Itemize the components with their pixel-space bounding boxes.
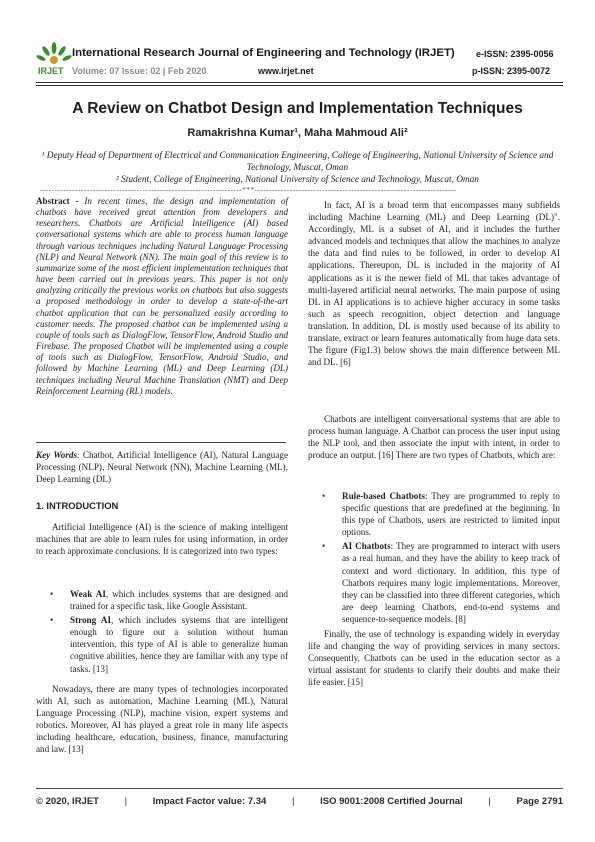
list-item-term: Strong AI: [70, 615, 112, 626]
list-item: [36, 614, 288, 674]
bullet-icon: •: [50, 615, 54, 626]
footer-impact-factor: Impact Factor value: 7.34: [152, 796, 267, 807]
bullet-icon: •: [322, 491, 326, 501]
list-item: [308, 540, 560, 625]
logo-text: IRJET: [38, 66, 64, 76]
footer-page-number: Page 2791: [516, 796, 563, 807]
journal-website: www.irjet.net: [258, 66, 314, 76]
list-item-text: : They are programmed to reply to specific questions that are predefined at the beginning. In this type of Chatbots, users are restricted to limited input options.: [342, 491, 560, 538]
abstract: [36, 196, 288, 397]
title-separator: ---------------------------------------------------------------------***---------------------------------------------------------------------: [40, 186, 457, 194]
page-footer: [36, 796, 563, 807]
abstract-text: In recent times, the design and implementation of chatbots have received great attention from developers and researchers. Chatbots are Artificial Intelligence (AI) based conversational systems which are able to process human language through various techniques including Natural Language Processing (NLP) and Neural Network (NN). The main goal of this review is to summarize some of the most efficient implementation techniques that have been carried out in previous years. This paper is not only analyzing critically the previous works on chatbots but also suggests a proposed methodology in order to develop a state-of-the-art chatbot application that can be personalized easily according to customer needs. The proposed chatbot can be implemented using a couple of tools such as DialogFlow, TensorFlow, Android Studio and Firebase. The proposed Chatbot will be implemented using a couple of tools such as DialogFlow, TensorFlow, Android Studio, and followed by Machine Learning (ML) and Deep Learning (DL) techniques including Neural Machine Translation (NMT) and Deep Reinforcement Learning (RL) models.: [36, 196, 289, 396]
list-item: [308, 490, 560, 538]
journal-volume: Volume: 07 Issue: 02 | Feb 2020: [72, 66, 207, 76]
right-paragraph-1: In fact, AI is a broad term that encompasses many subfields including Machine Learning (ML) and Deep Learning (DL)". Accordingly, ML is a subset of AI, and it includes the further advanced models and techniques that allow the machines to analyze the data and find rules to be followed, in order to develop AI applications. Thereupon, DL is included in the majority of AI applications as it is the newer field of ML that takes advantage of multi-layered artificial neural networks. The main purpose of using DL in AI applications is to achieve higher accuracy in some tasks such as speech recognition, object detection and language translation. In addition, DL is mostly used because of its ability to translate, extract or learn features automatically from huge data sets. The figure (Fig1.3) below shows the main difference between ML and DL. [6]: [308, 200, 560, 368]
chatbot-types-list: [308, 490, 560, 627]
section-heading-introduction: 1. INTRODUCTION: [36, 500, 119, 511]
right-paragraph-2: Chatbots are intelligent conversational systems that are able to process human language. A Chatbot can process the user input using the NLP tool, and then associate the input with intent, in order to produce an output. [16] There are two types of Chatbots, which are:: [308, 414, 560, 461]
list-item-text: , which includes systems that are designed and trained for a specific task, like Google Assistant.: [70, 589, 288, 612]
ai-types-list: [36, 588, 288, 677]
footer-separator: |: [124, 796, 128, 807]
list-item-text: : They are programmed to interact with users as a real human, and they have the ability to keep track of context and word dictionary. In addition, this type of Chatbots requires many logic implementations. Moreover, they can be classified into three different categories, which are deep learning Chatbots, end-to-end systems and sequence-to-sequence models. [8]: [342, 541, 560, 624]
right-paragraph-3: Finally, the use of technology is expanding widely in everyday life and changing the way of providing services in many sectors. Consequently, Chatbots can be used in the education sector as a virtual assistant for students to clarify their doubts and make their life easier. [15]: [308, 629, 560, 688]
footer-separator: |: [292, 796, 295, 807]
intro-paragraph-2: Nowadays, there are many types of technologies incorporated with AI, such as automation, Machine Learning (ML), Natural Language Processing (NLP), machine vision, expert systems and robotics. Moreover, AI has played a great role in many life aspects including healthcare, education, business, finance, manufacturing and law. [13]: [36, 684, 288, 755]
list-item-term: Weak AI: [70, 589, 106, 599]
abstract-label: Abstract -: [36, 196, 85, 206]
list-item: [36, 588, 288, 612]
journal-title: International Research Journal of Engineering and Technology (IRJET): [72, 47, 455, 59]
abstract-rule: [36, 442, 286, 443]
header-rule: [36, 82, 563, 83]
paper-authors: Ramakrishna Kumar¹, Maha Mahmoud Ali²: [187, 127, 408, 139]
paper-title: A Review on Chatbot Design and Implementation Techniques: [72, 100, 523, 117]
journal-logo: [34, 40, 74, 82]
bullet-icon: •: [50, 589, 54, 599]
keywords-label: Key Words: [36, 450, 78, 460]
intro-paragraph-1: Artificial Intelligence (AI) is the science of making intelligent machines that are able to learn rules for using information, in order to reach approximate conclusions. It is categorized into two types:: [36, 522, 288, 557]
list-item-term: AI Chatbots: [342, 541, 391, 552]
bullet-icon: •: [322, 541, 326, 552]
affiliation-1: ¹ Deputy Head of Department of Electrical and Communication Engineering, College of Engineering, National University of Science and Technology, Muscat, Oman: [41, 151, 554, 174]
list-item-term: Rule-based Chatbots: [342, 491, 425, 501]
affiliation-2: ² Student, College of Engineering, National University of Science and Technology, Muscat, Oman: [116, 175, 479, 186]
footer-separator: |: [488, 796, 491, 807]
list-item-text: , which includes systems that are intelligent enough to figure out a solution without human intervention, this type of AI is able to generalize human cognitive abilities, hence they are familiar with any type of tasks. [13]: [70, 615, 288, 674]
journal-eissn: e-ISSN: 2395-0056: [476, 49, 554, 59]
keywords-text: : Chatbot, Artificial Intelligence (AI), Natural Language Processing (NLP), Neural Network (NN), Machine Learning (ML), Deep Learning (DL): [36, 450, 288, 485]
footer-copyright: © 2020, IRJET: [36, 796, 99, 807]
header-rule-thin: [36, 85, 563, 86]
affiliations: [40, 150, 555, 187]
journal-pissn: p-ISSN: 2395-0072: [472, 66, 551, 76]
footer-rule: [36, 788, 563, 789]
footer-iso: ISO 9001:2008 Certified Journal: [320, 796, 463, 807]
keywords: [36, 449, 288, 485]
